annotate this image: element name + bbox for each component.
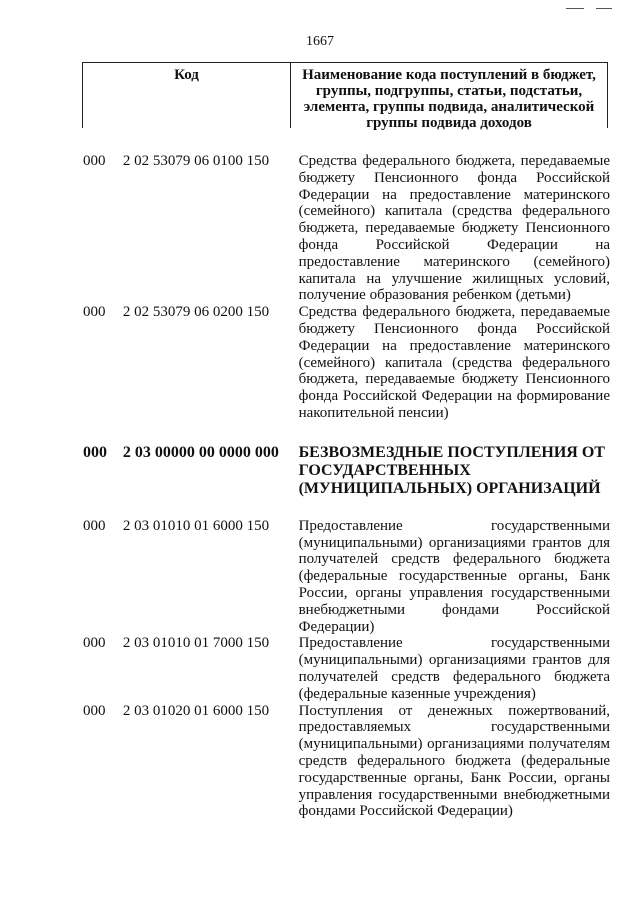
corner-mark (596, 8, 612, 17)
income-code: 2 03 01020 01 6000 150 (122, 702, 270, 719)
table-row (82, 304, 610, 422)
income-description: Предоставление государственными (муниципальными) организациями грантов для получателей средств федерального бюджета (федеральные государственные органы, Банк России, органы управления государственными внебюджетными фондами Российской Федерации) (298, 517, 610, 635)
admin-code: 000 (83, 702, 106, 719)
section-title: БЕЗВОЗМЕЗДНЫЕ ПОСТУПЛЕНИЯ ОТ ГОСУДАРСТВЕННЫХ (МУНИЦИПАЛЬНЫХ) ОРГАНИЗАЦИЙ (298, 443, 605, 497)
table-row (82, 703, 610, 821)
corner-mark (566, 8, 584, 17)
income-code: 2 03 00000 00 0000 000 (122, 443, 279, 461)
table-row (82, 635, 610, 702)
admin-code: 000 (83, 443, 107, 461)
admin-code: 000 (83, 153, 106, 169)
table-row-section (82, 444, 610, 498)
income-code: 2 03 01010 01 7000 150 (122, 635, 270, 652)
page-number: 1667 (306, 34, 334, 49)
table-row (82, 518, 610, 636)
admin-code: 000 (83, 517, 106, 534)
table-header (82, 62, 608, 131)
admin-code: 000 (83, 635, 106, 652)
header-name-cell: Наименование кода поступлений в бюджет, группы, подгруппы, статьи, подстатьи, элемента, группы подвида, аналитической группы подвида доходов (302, 67, 596, 131)
income-description: Предоставление государственными (муниципальными) организациями грантов для получателей средств федерального бюджета (федеральные казенные учреждения) (298, 635, 610, 702)
income-description: Средства федерального бюджета, передаваемые бюджету Пенсионного фонда Российской Федерации на предоставление материнского (семейного) капитала (средства федерального бюджета, передаваемые бюджету Пенсионного фонда Российской Федерации на формирование накопительной пенсии) (298, 304, 610, 421)
income-description: Средства федерального бюджета, передаваемые бюджету Пенсионного фонда Российской Федерации на предоставление материнского (семейного) капитала (средства федерального бюджета, передаваемые бюджету Пенсионного фонда Российской Федерации на предоставление материнского (семейного) капитала на улучшение жилищных условий, получение образования ребенком (детьми) (298, 153, 610, 304)
table-row (82, 153, 610, 304)
table-body (82, 153, 610, 820)
admin-code: 000 (83, 304, 106, 321)
income-code: 2 03 01010 01 6000 150 (122, 517, 270, 534)
income-description: Поступления от денежных пожертвований, предоставляемых государственными (муниципальными) организациями получателям средств федерального бюджета (федеральные государственные органы, Банк России, органы управления государственными внебюджетными фондами Российской Федерации) (298, 702, 610, 820)
income-code: 2 02 53079 06 0100 150 (122, 153, 270, 169)
income-code: 2 02 53079 06 0200 150 (122, 304, 270, 321)
header-code-cell: Код (83, 63, 291, 128)
